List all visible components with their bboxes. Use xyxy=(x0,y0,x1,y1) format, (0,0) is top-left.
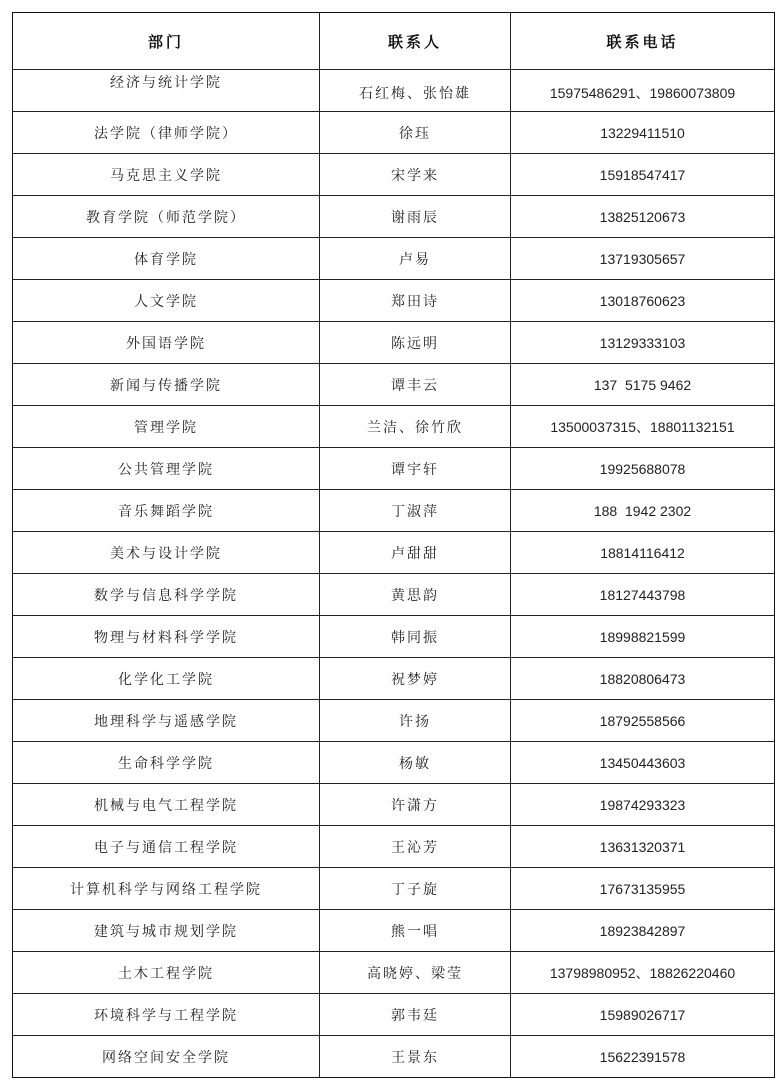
table-row xyxy=(13,111,774,153)
contact-cell: 王沁芳 xyxy=(320,826,511,867)
phone-cell: 17673135955 xyxy=(599,880,686,897)
table-row xyxy=(13,783,774,825)
department-cell: 外国语学院 xyxy=(13,322,320,363)
contact-cell: 谢雨辰 xyxy=(320,196,511,237)
phone-cell: 137 5175 9462 xyxy=(593,376,692,393)
phone-cell: 15989026717 xyxy=(599,1006,686,1023)
table-row xyxy=(13,531,774,573)
department-cell: 电子与通信工程学院 xyxy=(13,826,320,867)
contact-table xyxy=(12,12,775,1078)
department-cell: 经济与统计学院 xyxy=(13,70,320,111)
table-row xyxy=(13,363,774,405)
department-cell: 机械与电气工程学院 xyxy=(13,784,320,825)
department-cell: 生命科学学院 xyxy=(13,742,320,783)
contact-cell: 王景东 xyxy=(320,1036,511,1077)
phone-cell: 13500037315、18801132151 xyxy=(550,418,735,435)
phone-cell: 13229411510 xyxy=(600,124,685,141)
table-row xyxy=(13,69,774,111)
phone-cell: 13798980952、18826220460 xyxy=(549,964,736,981)
header-department: 部门 xyxy=(13,13,320,69)
table-row xyxy=(13,237,774,279)
contact-cell: 杨敏 xyxy=(320,742,511,783)
phone-cell: 13450443603 xyxy=(599,754,686,771)
contact-cell: 祝梦婷 xyxy=(320,658,511,699)
table-row xyxy=(13,405,774,447)
table-row xyxy=(13,321,774,363)
table-row xyxy=(13,489,774,531)
table-row xyxy=(13,195,774,237)
phone-cell: 15918547417 xyxy=(599,166,686,183)
table-row xyxy=(13,825,774,867)
phone-cell: 18127443798 xyxy=(599,586,686,603)
department-cell: 化学化工学院 xyxy=(13,658,320,699)
department-cell: 环境科学与工程学院 xyxy=(13,994,320,1035)
contact-cell: 徐珏 xyxy=(320,112,511,153)
contact-cell: 许扬 xyxy=(320,700,511,741)
contact-cell: 郑田诗 xyxy=(320,280,511,321)
contact-cell: 石红梅、张怡雄 xyxy=(320,70,511,111)
table-row xyxy=(13,1035,774,1077)
contact-cell: 陈远明 xyxy=(320,322,511,363)
department-cell: 人文学院 xyxy=(13,280,320,321)
department-cell: 公共管理学院 xyxy=(13,448,320,489)
contact-cell: 高晓婷、梁莹 xyxy=(320,952,511,993)
contact-cell: 宋学来 xyxy=(320,154,511,195)
header-phone: 联系电话 xyxy=(606,32,679,51)
department-cell: 物理与材料科学学院 xyxy=(13,616,320,657)
phone-cell: 188 1942 2302 xyxy=(593,502,692,519)
phone-cell: 13631320371 xyxy=(599,838,686,855)
department-cell: 数学与信息科学学院 xyxy=(13,574,320,615)
table-row xyxy=(13,867,774,909)
contact-cell: 丁淑萍 xyxy=(320,490,511,531)
contact-cell: 许潇方 xyxy=(320,784,511,825)
department-cell: 美术与设计学院 xyxy=(13,532,320,573)
department-cell: 土木工程学院 xyxy=(13,952,320,993)
phone-cell: 13825120673 xyxy=(599,208,686,225)
table-row xyxy=(13,447,774,489)
department-cell: 教育学院（师范学院） xyxy=(13,196,320,237)
department-cell: 马克思主义学院 xyxy=(13,154,320,195)
department-cell: 新闻与传播学院 xyxy=(13,364,320,405)
phone-cell: 19925688078 xyxy=(599,460,686,477)
table-row xyxy=(13,279,774,321)
phone-cell: 19874293323 xyxy=(599,796,686,813)
table-row xyxy=(13,699,774,741)
header-contact: 联系人 xyxy=(320,13,511,69)
table-row xyxy=(13,741,774,783)
contact-cell: 谭宇轩 xyxy=(320,448,511,489)
contact-cell: 卢甜甜 xyxy=(320,532,511,573)
table-body xyxy=(13,69,774,1077)
table-row xyxy=(13,153,774,195)
phone-cell: 13018760623 xyxy=(599,292,686,309)
phone-cell: 18923842897 xyxy=(599,922,686,939)
department-cell: 计算机科学与网络工程学院 xyxy=(13,868,320,909)
contact-cell: 丁子旋 xyxy=(320,868,511,909)
contact-cell: 熊一唱 xyxy=(320,910,511,951)
table-row xyxy=(13,657,774,699)
phone-cell: 15975486291、19860073809 xyxy=(549,85,736,101)
table-row xyxy=(13,909,774,951)
contact-cell: 谭丰云 xyxy=(320,364,511,405)
contact-cell: 郭韦廷 xyxy=(320,994,511,1035)
phone-cell: 18998821599 xyxy=(599,628,686,645)
department-cell: 地理科学与遥感学院 xyxy=(13,700,320,741)
department-cell: 体育学院 xyxy=(13,238,320,279)
contact-cell: 韩同振 xyxy=(320,616,511,657)
table-row xyxy=(13,993,774,1035)
phone-cell: 18814116412 xyxy=(600,544,685,561)
contact-cell: 黄思韵 xyxy=(320,574,511,615)
department-cell: 法学院（律师学院） xyxy=(13,112,320,153)
phone-cell: 13719305657 xyxy=(599,250,686,267)
contact-cell: 兰洁、徐竹欣 xyxy=(320,406,511,447)
department-cell: 音乐舞蹈学院 xyxy=(13,490,320,531)
table-row xyxy=(13,573,774,615)
department-cell: 网络空间安全学院 xyxy=(13,1036,320,1077)
department-cell: 管理学院 xyxy=(13,406,320,447)
contact-cell: 卢易 xyxy=(320,238,511,279)
table-header-row xyxy=(13,13,774,69)
table-row xyxy=(13,951,774,993)
table-row xyxy=(13,615,774,657)
phone-cell: 18792558566 xyxy=(599,712,686,729)
department-cell: 建筑与城市规划学院 xyxy=(13,910,320,951)
phone-cell: 13129333103 xyxy=(599,334,686,351)
phone-cell: 18820806473 xyxy=(599,670,686,687)
phone-cell: 15622391578 xyxy=(599,1048,686,1065)
